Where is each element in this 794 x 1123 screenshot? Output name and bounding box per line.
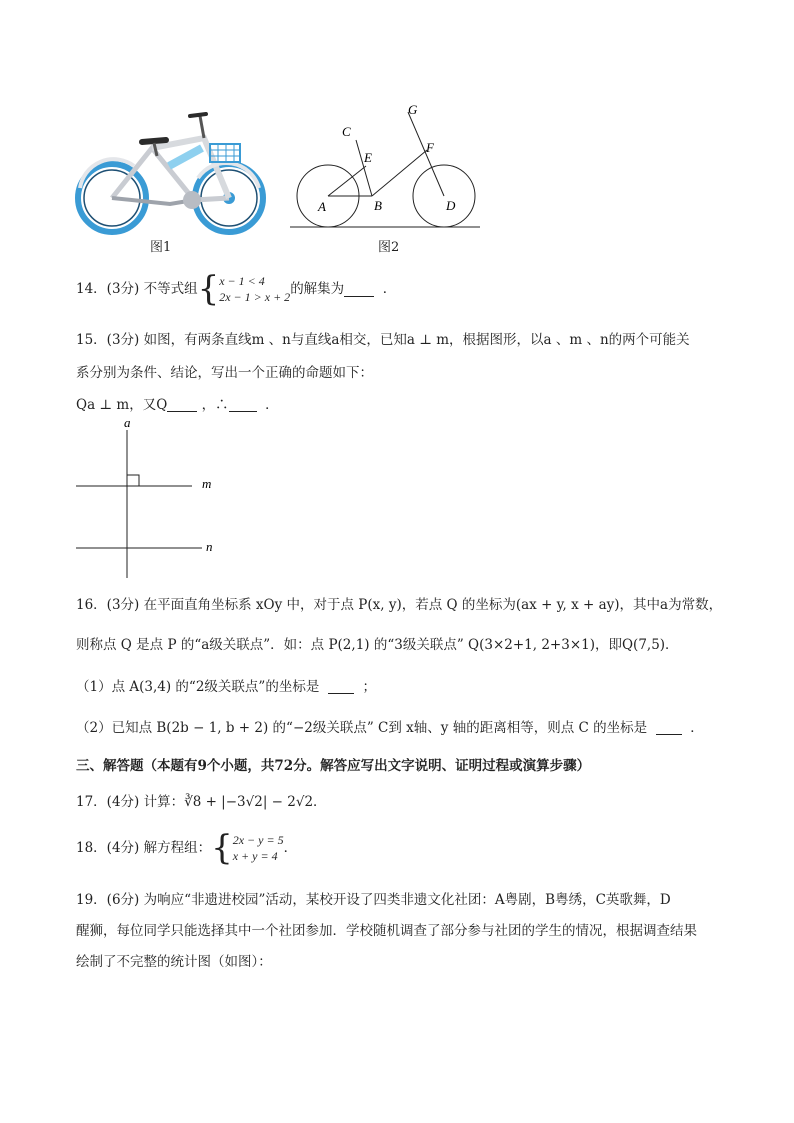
q14-inequality-system: {x − 1 < 4 2x − 1 > x + 2 (197, 269, 291, 309)
q18-row-1: 2x − y = 5 (232, 833, 284, 847)
q14-row-1: x − 1 < 4 (219, 274, 265, 288)
q16-sub-2-end: ． (690, 720, 704, 736)
q15-line-3 (76, 396, 279, 414)
q16-line-2: 则称点 Q 是点 P 的“a级关联点”．如：点 P(2,1) 的“3级关联点” Q(3×2+1, 2+3×1)，即Q(7,5)． (76, 637, 679, 653)
label-D: D (446, 198, 456, 213)
q16-sub-2 (76, 719, 704, 737)
q16-sub-1 (76, 678, 376, 696)
q15-lines-figure (74, 414, 224, 582)
q15-line-3-c: ． (265, 397, 279, 413)
q16-blank-1[interactable] (328, 679, 354, 694)
label-A: A (318, 199, 326, 214)
section-3-heading: 三、解答题（本题有9个小题，共72分。解答应写出文字说明、证明过程或演算步骤） (76, 758, 591, 774)
q14-end: ． (382, 281, 397, 297)
q18-equation-system: {2x − y = 5 x + y = 4 (211, 828, 284, 868)
label-m: m (202, 476, 212, 491)
label-C: C (342, 124, 351, 139)
q14-row-2: 2x − 1 > x + 2 (219, 290, 291, 304)
q14-prefix: 14．(3分) 不等式组 (76, 281, 198, 297)
q15-line-3-a: Qa ⊥ m，又Q (76, 397, 168, 413)
right-angle-mark (127, 475, 139, 486)
q19-line-3: 绘制了不完整的统计图（如图）： (76, 954, 272, 970)
q16-sub-1-text: （1）点 A(3,4) 的“2级关联点”的坐标是 (76, 679, 320, 695)
q18-prefix: 18．(4分) 解方程组： (76, 840, 212, 856)
q16-line-1: 16．(3分) 在平面直角坐标系 xOy 中，对于点 P(x, y)，若点 Q 的坐标为(ax + y, x + ay)，其中a为常数， (76, 597, 723, 613)
label-G: G (408, 102, 418, 117)
q16-sub-2-text: （2）已知点 B(2b − 1, b + 2) 的“−2级关联点” C到 x轴、y 轴的距离相等，则点 C 的坐标是 (76, 720, 648, 736)
q15-blank-2[interactable] (229, 397, 257, 412)
q18-row-2: x + y = 4 (232, 849, 278, 863)
q19-line-2: 醒狮，每位同学只能选择其中一个社团参加．学校随机调查了部分参与社团的学生的情况，根据调查结果 (76, 923, 697, 939)
figure-2-caption: 图2 (378, 240, 400, 255)
q15-blank-1[interactable] (167, 397, 197, 412)
q15-line-1: 15．(3分) 如图，有两条直线m 、n与直线a相交，已知a ⊥ m，根据图形，以a 、m 、n的两个可能关 (76, 332, 690, 348)
figure-1-caption: 图1 (150, 240, 172, 255)
label-B: B (374, 198, 382, 213)
q14-answer-blank[interactable] (344, 282, 374, 297)
question-14 (76, 269, 397, 309)
q18-suffix: ． (283, 840, 298, 856)
label-F: F (426, 140, 434, 155)
label-E: E (364, 150, 372, 165)
q19-line-1: 19．(6分) 为响应“非遗进校园”活动，某校开设了四类非遗文化社团：A粤剧，B粤绣，C英歌舞，D (76, 892, 671, 908)
geometry-figure-2 (286, 100, 486, 235)
q15-line-3-b: ，∴ (201, 397, 229, 413)
q16-sub-1-end: ； (362, 679, 377, 695)
q14-suffix: 的解集为 (290, 281, 345, 297)
q15-line-2: 系分别为条件、结论，写出一个正确的命题如下： (76, 365, 373, 381)
bicycle-illustration (74, 108, 266, 238)
label-a: a (124, 415, 131, 430)
question-18 (76, 828, 298, 868)
q16-blank-2[interactable] (656, 720, 682, 735)
question-17: 17．(4分) 计算：∛8 + |−3√2| − 2√2． (76, 794, 327, 810)
label-n: n (206, 539, 213, 554)
